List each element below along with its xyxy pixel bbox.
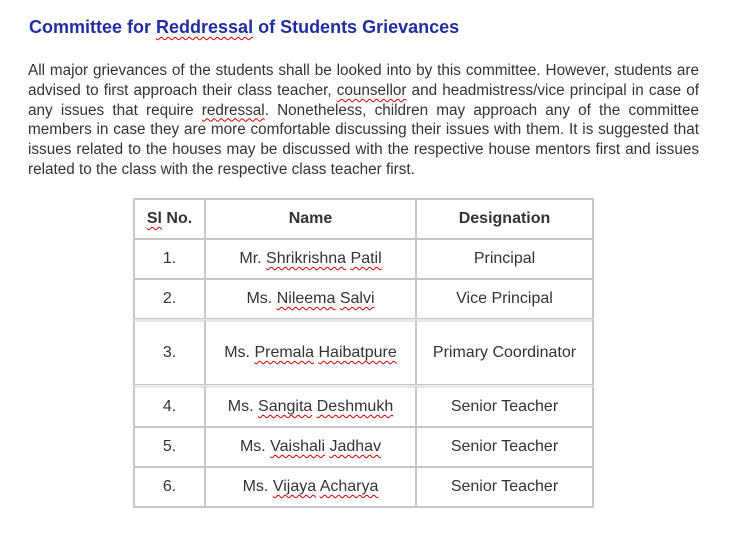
intro-text-2: and headmistress/vice principal in case of any issues that require [28, 81, 699, 119]
cell-name: Ms. Vaishali Jadhav [205, 427, 416, 467]
title-text-end: of Students Grievances [253, 17, 460, 37]
intro-paragraph [28, 61, 699, 180]
table-header-row [134, 199, 593, 239]
cell-designation: Principal [416, 239, 593, 279]
header-name: Name [205, 199, 416, 239]
table-row [134, 239, 593, 279]
intro-misspelled-word-2: redressal [201, 101, 265, 119]
table-row [134, 279, 593, 319]
cell-designation: Senior Teacher [416, 427, 593, 467]
cell-name: Ms. Nileema Salvi [205, 279, 416, 319]
title-text-start: Committee for [29, 17, 157, 37]
cell-name: Ms. Vijaya Acharya [205, 467, 416, 507]
cell-sl-no: 1. [134, 239, 205, 279]
cell-designation: Senior Teacher [416, 467, 593, 507]
table-row [134, 385, 593, 427]
committee-table [133, 198, 594, 508]
cell-name: Mr. Shrikrishna Patil [205, 239, 416, 279]
cell-sl-no: 6. [134, 467, 205, 507]
cell-sl-no: 5. [134, 427, 205, 467]
cell-designation: Primary Coordinator [416, 319, 593, 385]
table-row [134, 467, 593, 507]
cell-name: Ms. Premala Haibatpure [205, 319, 416, 385]
page-title [29, 17, 459, 38]
intro-text-3: . Nonetheless, children may approach any of the committee members in case they are more comfortable discussing their issues with them. It is suggested that issues related to the houses may be discussed with the respective house mentors first and issues related to the class with the respective class teacher first. [28, 101, 700, 178]
cell-designation: Senior Teacher [416, 385, 593, 427]
intro-misspelled-word-1: counsellor [336, 81, 407, 99]
cell-sl-no: 2. [134, 279, 205, 319]
cell-sl-no: 4. [134, 385, 205, 427]
cell-designation: Vice Principal [416, 279, 593, 319]
table-row [134, 319, 593, 385]
cell-name: Ms. Sangita Deshmukh [205, 385, 416, 427]
header-sl-no: Sl No. [134, 199, 205, 239]
intro-text-1: All major grievances of the students shall be looked into by this committee. However, students are advised to first approach their class teacher, [28, 62, 699, 99]
table-row [134, 427, 593, 467]
header-designation: Designation [416, 199, 593, 239]
cell-sl-no: 3. [134, 319, 205, 385]
title-misspelled-word: Reddressal [156, 17, 254, 37]
